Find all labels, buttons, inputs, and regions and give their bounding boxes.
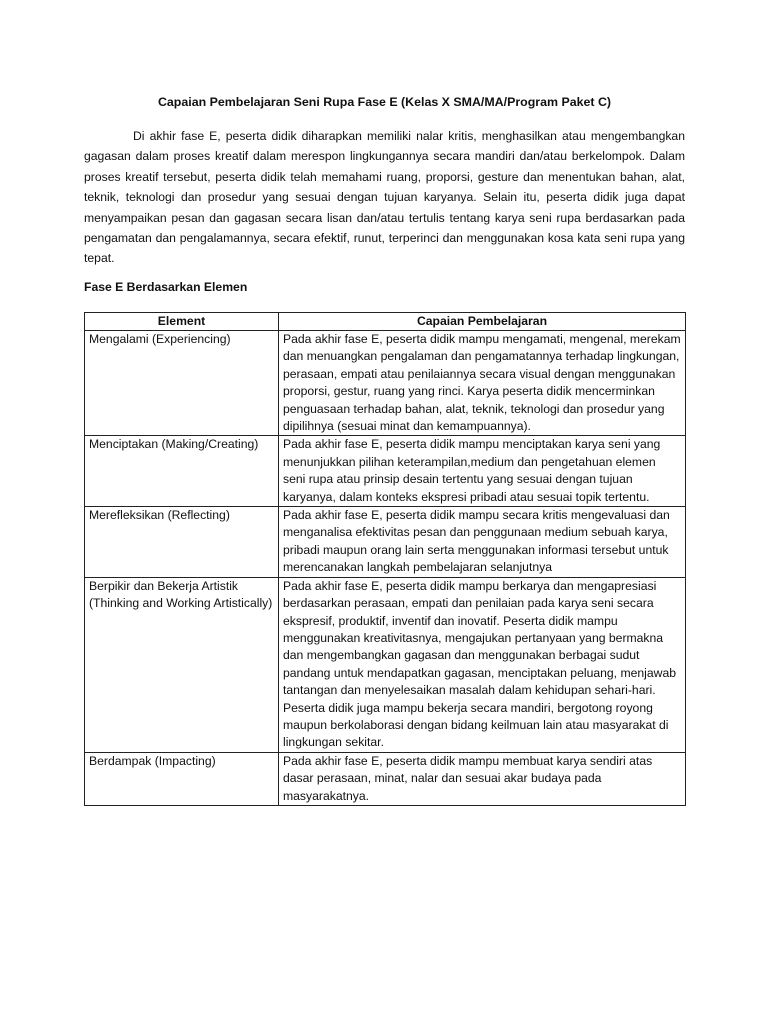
capaian-table <box>84 312 686 806</box>
capaian-cell: Pada akhir fase E, peserta didik mampu berkarya dan mengapresiasi berdasarkan perasaan, empati dan penilaian pada karya seni secara ekspresif, produktif, inventif dan inovatif. Peserta didik mampu menggunakan kreativitasnya, mengajukan pertanyaan yang bermakna dan mengembangkan gagasan dan menggunakan berbagai sudut pandang untuk mendapatkan gagasan, menciptakan peluang, menjawab tantangan dan menyelesaikan masalah dalam kehidupan sehari-hari. Peserta didik juga mampu bekerja secara mandiri, bergotong royong maupun berkolaborasi dengan bidang keilmuan lain atau masyarakat di lingkungan sekitar. <box>279 577 686 752</box>
element-cell: Merefleksikan (Reflecting) <box>85 507 279 578</box>
table-row <box>85 436 686 507</box>
capaian-cell: Pada akhir fase E, peserta didik mampu secara kritis mengevaluasi dan menganalisa efektivitas pesan dan penggunaan medium sebuah karya, pribadi maupun orang lain serta menggunakan informasi tersebut untuk merencanakan langkah pembelajaran selanjutnya <box>279 507 686 578</box>
table-row <box>85 331 686 436</box>
element-cell: Berdampak (Impacting) <box>85 752 279 805</box>
header-capaian: Capaian Pembelajaran <box>279 313 686 331</box>
table-row <box>85 507 686 578</box>
table-row <box>85 752 686 805</box>
section-heading: Fase E Berdasarkan Elemen <box>84 280 248 294</box>
capaian-cell: Pada akhir fase E, peserta didik mampu mengamati, mengenal, merekam dan menuangkan pengalaman dan pengamatannya terhadap lingkungan, perasaan, empati atau penilaiannya secara visual dengan menggunakan proporsi, gestur, ruang yang rinci. Karya peserta didik mencerminkan penguasaan terhadap bahan, alat, teknik, teknologi dan prosedur yang dipilihnya (sesuai minat dan kemampuannya). <box>279 331 686 436</box>
element-cell: Mengalami (Experiencing) <box>85 331 279 436</box>
table-row <box>85 577 686 752</box>
table-header-row <box>85 313 686 331</box>
capaian-cell: Pada akhir fase E, peserta didik mampu membuat karya sendiri atas dasar perasaan, minat, nalar dan sesuai akar budaya pada masyarakatnya. <box>279 752 686 805</box>
capaian-cell: Pada akhir fase E, peserta didik mampu menciptakan karya seni yang menunjukkan pilihan keterampilan,medium dan pengetahuan elemen seni rupa atau prinsip desain tertentu yang sesuai dengan tujuan karyanya, dalam konteks ekspresi pribadi atau sesuai topik tertentu. <box>279 436 686 507</box>
element-cell: Berpikir dan Bekerja Artistik (Thinking and Working Artistically) <box>85 577 279 752</box>
header-element: Element <box>85 313 279 331</box>
element-cell: Menciptakan (Making/Creating) <box>85 436 279 507</box>
document-title: Capaian Pembelajaran Seni Rupa Fase E (Kelas X SMA/MA/Program Paket C) <box>157 95 612 109</box>
intro-paragraph: Di akhir fase E, peserta didik diharapkan memiliki nalar kritis, menghasilkan atau mengembangkan gagasan dalam proses kreatif dalam merespon lingkungannya secara mandiri dan/atau berkelompok. Dalam proses kreatif tersebut, peserta didik telah memahami ruang, proporsi, gesture dan menentukan bahan, alat, teknik, teknologi dan prosedur yang sesuai dengan tujuan karyanya. Selain itu, peserta didik juga dapat menyampaikan pesan dan gagasan secara lisan dan/atau tertulis tentang karya seni rupa berdasarkan pada pengamatan dan pengalamannya, secara efektif, runut, terperinci dan menggunakan kosa kata seni rupa yang tepat. <box>84 129 685 266</box>
